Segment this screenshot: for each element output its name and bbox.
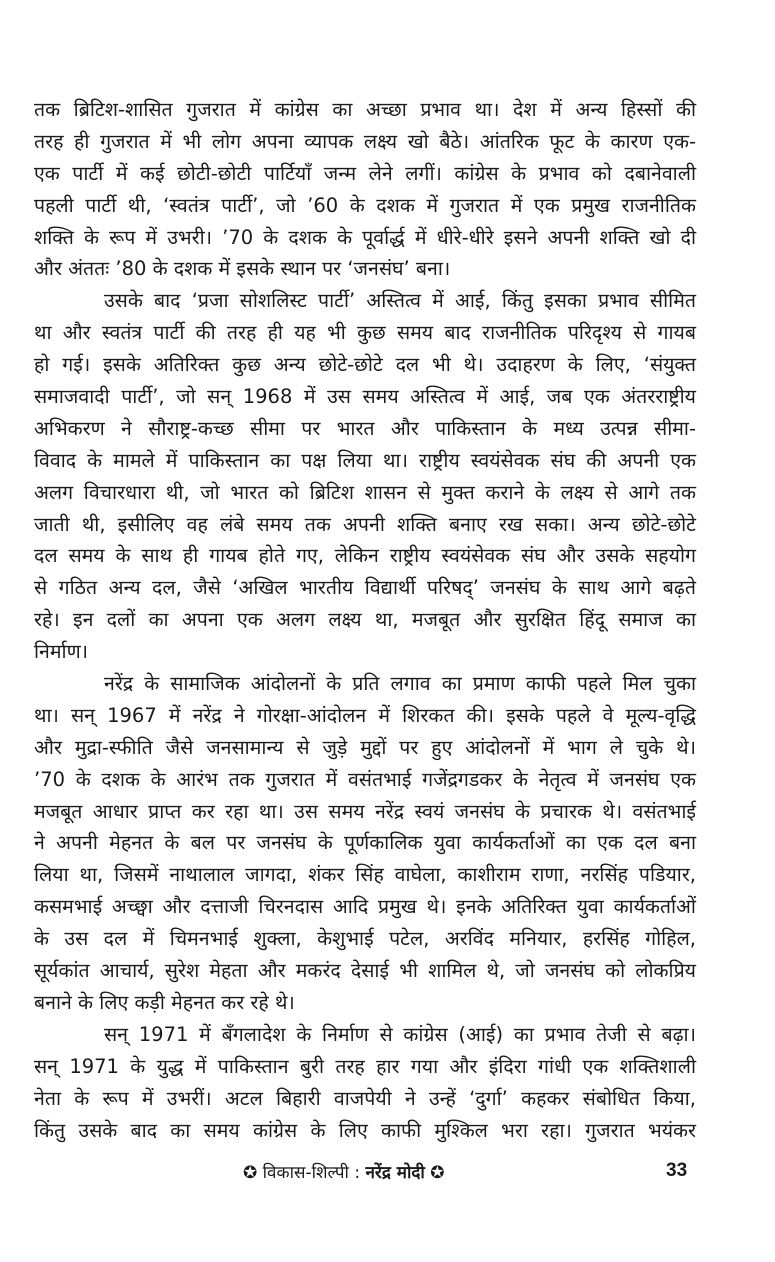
text-line: के उस दल में चिमनभाई शुक्ला, केशुभाई पटेल, अरविंद मनियार, हरसिंह गोहिल, xyxy=(34,927,696,951)
text-line: और अंततः ’80 के दशक में इसके स्थान पर ‘जनसंघ’ बना। xyxy=(34,257,451,281)
paragraph xyxy=(34,285,696,668)
text-line: सन् 1971 के युद्ध में पाकिस्तान बुरी तरह हार गया और इंदिरा गांधी एक शक्तिशाली xyxy=(34,1054,696,1078)
text-line: पहली पार्टी थी, ‘स्वतंत्र पार्टी’, जो ’60 के दशक में गुजरात में एक प्रमुख राजनीतिक xyxy=(34,193,696,217)
text-line: समाजवादी पार्टी’, जो सन् 1968 में उस समय अस्तित्व में आई, जब एक अंतरराष्ट्रीय xyxy=(34,385,696,409)
text-line: बनाने के लिए कड़ी मेहनत कर रहे थे। xyxy=(34,990,295,1014)
text-line: जाती थी, इसीलिए वह लंबे समय तक अपनी शक्ति बनाए रख सका। अन्य छोटे-छोटे xyxy=(34,512,696,536)
text-line: था और स्वतंत्र पार्टी की तरह ही यह भी कुछ समय बाद राजनीतिक परिदृश्य से गायब xyxy=(34,321,696,345)
text-line: एक पार्टी में कई छोटी-छोटी पार्टियाँ जन्म लेने लगीं। कांग्रेस के प्रभाव को दबानेवाली xyxy=(34,161,696,185)
text-line: से गठित अन्य दल, जैसे ‘अखिल भारतीय विद्यार्थी परिषद्’ जनसंघ के साथ आगे बढ़ते xyxy=(34,576,696,600)
text-line: किंतु उसके बाद का समय कांग्रेस के लिए काफी मुश्किल भरा रहा। गुजरात भयंकर xyxy=(34,1118,696,1142)
text-line: शक्ति के रूप में उभरी। ’70 के दशक के पूर्वार्द्ध में धीरे-धीरे इसने अपनी शक्ति खो दी xyxy=(34,225,696,249)
ornament-icon: ✪ xyxy=(243,1163,258,1183)
text-line: था। सन् 1967 में नरेंद्र ने गोरक्षा-आंदोलन में शिरकत की। इसके पहले वे मूल्य-वृद्धि xyxy=(34,703,696,727)
paragraph xyxy=(34,1019,696,1147)
text-line: सन् 1971 में बँगलादेश के निर्माण से कांग्रेस (आई) का प्रभाव तेजी से बढ़ा। xyxy=(104,1022,696,1046)
book-title-name: नरेंद्र मोदी xyxy=(365,1163,425,1183)
text-line: हो गई। इसके अतिरिक्त कुछ अन्य छोटे-छोटे दल भी थे। उदाहरण के लिए, ‘संयुक्त xyxy=(34,353,696,377)
page-footer xyxy=(0,1160,775,1190)
text-line: तरह ही गुजरात में भी लोग अपना व्यापक लक्ष्य खो बैठे। आंतरिक फूट के कारण एक- xyxy=(34,129,696,153)
page-number: 33 xyxy=(666,1160,688,1181)
text-line: ने अपनी मेहनत के बल पर जनसंघ के पूर्णकालिक युवा कार्यकर्ताओं का एक दल बना xyxy=(34,831,696,855)
text-line: कसमभाई अच्छ्वा और दत्ताजी चिरनदास आदि प्रमुख थे। इनके अतिरिक्त युवा कार्यकर्ताओं xyxy=(34,895,696,919)
text-line: अलग विचारधारा थी, जो भारत को ब्रिटिश शासन से मुक्त कराने के लक्ष्य से आगे तक xyxy=(34,480,696,504)
text-line: और मुद्रा-स्फीति जैसे जनसामान्य से जुड़े मुद्दों पर हुए आंदोलनों में भाग ले चुके थे। xyxy=(34,735,696,759)
ornament-icon: ✪ xyxy=(430,1163,445,1183)
text-line: सूर्यकांत आचार्य, सुरेश मेहता और मकरंद देसाई भी शामिल थे, जो जनसंघ को लोकप्रिय xyxy=(34,959,696,983)
text-line: निर्माण। xyxy=(34,640,89,664)
text-line: तक ब्रिटिश-शासित गुजरात में कांग्रेस का अच्छा प्रभाव था। देश में अन्य हिस्सों की xyxy=(34,98,696,121)
text-line: दल समय के साथ ही गायब होते गए, लेकिन राष्ट्रीय स्वयंसेवक संघ और उसके सहयोग xyxy=(34,544,696,568)
text-line: मजबूत आधार प्राप्त कर रहा था। उस समय नरेंद्र स्वयं जनसंघ के प्रचारक थे। वसंतभाई xyxy=(34,799,696,823)
page-body-text xyxy=(34,94,696,1146)
running-footer-title xyxy=(243,1160,444,1183)
book-title-prefix: विकास-शिल्पी : xyxy=(262,1163,366,1183)
text-line: नरेंद्र के सामाजिक आंदोलनों के प्रति लगाव का प्रमाण काफी पहले मिल चुका xyxy=(104,672,696,696)
text-line: नेता के रूप में उभरीं। अटल बिहारी वाजपेयी ने उन्हें ‘दुर्गा’ कहकर संबोधित किया, xyxy=(34,1086,696,1110)
text-line: रहे। इन दलों का अपना एक अलग लक्ष्य था, मजबूत और सुरक्षित हिंदू समाज का xyxy=(34,608,696,632)
text-line: विवाद के मामले में पाकिस्तान का पक्ष लिया था। राष्ट्रीय स्वयंसेवक संघ की अपनी एक xyxy=(34,448,696,472)
text-line: उसके बाद ‘प्रजा सोशलिस्ट पार्टी’ अस्तित्व में आई, किंतु इसका प्रभाव सीमित xyxy=(104,289,696,313)
paragraph xyxy=(34,668,696,1019)
paragraph xyxy=(34,94,696,285)
text-line: लिया था, जिसमें नाथालाल जागदा, शंकर सिंह वाघेला, काशीराम राणा, नरसिंह पडियार, xyxy=(34,863,696,887)
text-line: ’70 के दशक के आरंभ तक गुजरात में वसंतभाई गजेंद्रगडकर के नेतृत्व में जनसंघ एक xyxy=(34,767,696,791)
text-line: अभिकरण ने सौराष्ट्र-कच्छ सीमा पर भारत और पाकिस्तान के मध्य उत्पन्न सीमा- xyxy=(34,416,696,440)
